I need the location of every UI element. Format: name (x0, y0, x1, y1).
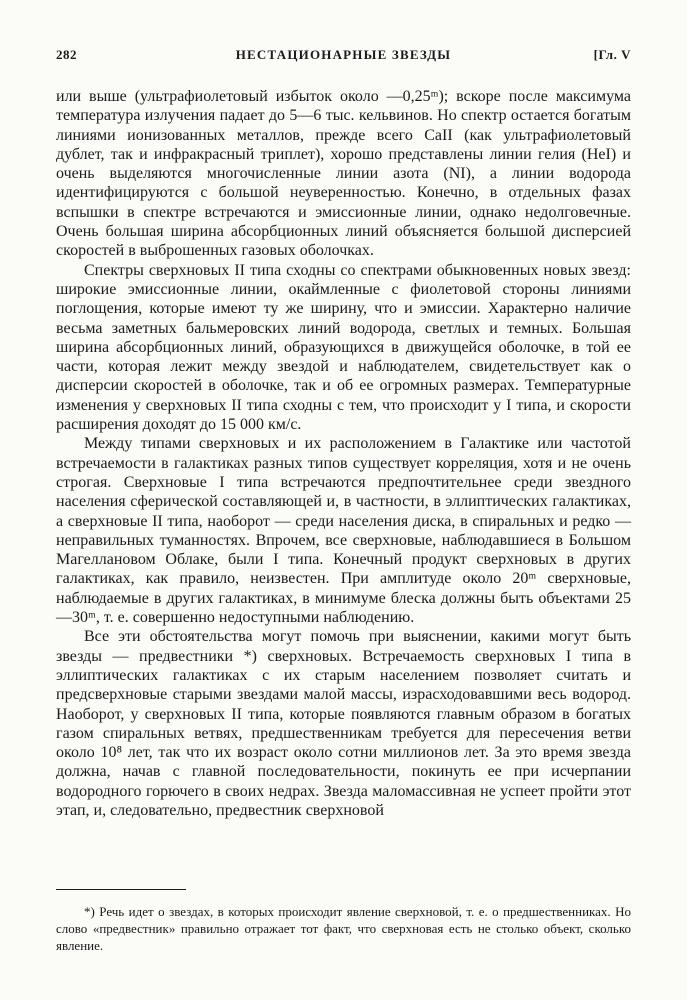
paragraph: Спектры сверхновых II типа сходны со спектрами обыкновенных новых звезд: широкие эмиссионные линии, окаймленные с фиолетовой стороны линиями поглощения, которые имеют ту же ширину, что и эмиссии. Характерно наличие весьма заметных бальмеровских линий водорода, светлых и темных. Большая ширина абсорбционных линий, образующихся в движущейся оболочке, в той ее части, которая лежит между звездой и наблюдателем, свидетельствует как о дисперсии скоростей в оболочке, так и об ее огромных размерах. Температурные изменения у сверхновых II типа сходны с тем, что происходит у I типа, и скорости расширения доходят до 15 000 км/с. (56, 261, 631, 434)
paragraph: Между типами сверхновых и их расположением в Галактике или частотой встречаемости в галактиках разных типов существует корреляция, хотя и не очень строгая. Сверхновые I типа встречаются предпочтительнее среди звездного населения сферической составляющей и, в частности, в эллиптических галактиках, а сверхновые II типа, наоборот — среди населения диска, в спиральных и редко — неправильных туманностях. Впрочем, все сверхновые, наблюдавшиеся в Большом Магеллановом Облаке, были I типа. Конечный продукт сверхновых в других галактиках, как правило, неизвестен. При амплитуде около 20ᵐ сверхновые, наблюдаемые в других галактиках, в минимуме блеска должны быть объектами 25—30ᵐ, т. е. совершенно недоступными наблюдению. (56, 435, 631, 627)
paragraph: Все эти обстоятельства могут помочь при выяснении, какими могут быть звезды — предвестники *) сверхновых. Встречаемость сверхновых I типа в эллиптических галактиках с их старым населением позволяет считать и предсверхновые старыми звездами малой массы, израсходовавшими весь водород. Наоборот, у сверхновых II типа, которые появляются главным образом в богатых газом спиральных ветвях, предшественникам требуется для пересечения ветви около 10⁸ лет, так что их возраст около сотни миллионов лет. За это время звезда должна, начав с главной последовательности, покинуть ее при исчерпании водородного горючего в своих недрах. Звезда маломассивная не успеет пройти этот этап, и, следовательно, предвестник сверхновой (56, 628, 631, 819)
page-number: 282 (56, 47, 77, 62)
footnote (56, 903, 631, 954)
running-title: НЕСТАЦИОНАРНЫЕ ЗВЕЗДЫ (235, 47, 452, 62)
paragraph: или выше (ультрафиолетовый избыток около —0,25ᵐ); вскоре после максимума температура излучения падает до 5—6 тыс. кельвинов. Но спектр остается богатым линиями ионизованных металлов, прежде всего CaII (как ультрафиолетовый дублет, так и инфракрасный триплет), хорошо представлены линии гелия (HeI) и очень выделяются многочисленные линии азота (NI), а линии водорода идентифицируются с большой неуверенностью. Конечно, в отдельных фазах вспышки в спектре встречаются и эмиссионные линии, однако недолговечные. Очень большая ширина абсорбционных линий объясняется большой дисперсией скоростей в выброшенных газовых оболочках. (56, 88, 631, 260)
main-text (56, 87, 631, 820)
footnote-text: *) Речь идет о звездах, в которых происходит явление сверхновой, т. е. о предшественниках. Но слово «предвестник» правильно отражает тот факт, что сверхновая есть не столько объект, сколько явление. (56, 904, 631, 953)
running-header (56, 47, 631, 69)
chapter-marker: [Гл. V (593, 47, 631, 62)
footnote-divider (56, 889, 186, 890)
